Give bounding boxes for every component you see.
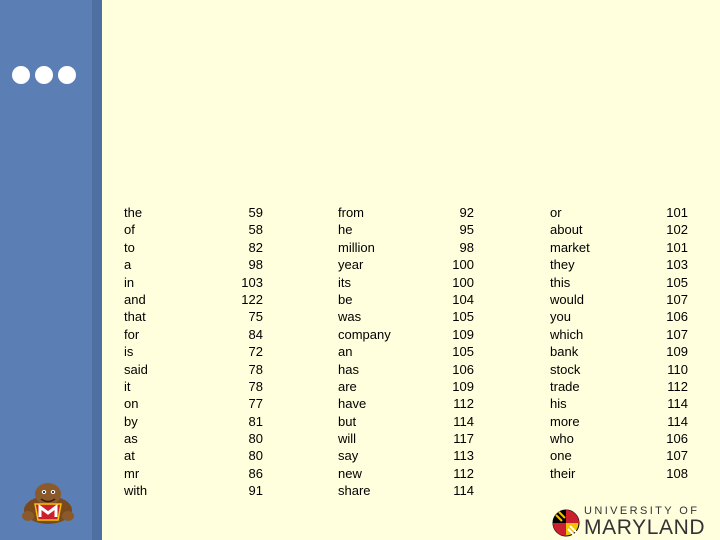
value-cell: 112 <box>453 396 474 412</box>
table-row <box>550 274 688 291</box>
word-cell: year <box>338 257 364 273</box>
value-cell: 106 <box>452 361 474 377</box>
table-row <box>550 413 688 430</box>
value-cell: 107 <box>666 448 688 464</box>
table-row <box>124 447 263 464</box>
table-row <box>550 256 688 273</box>
value-cell: 104 <box>452 291 474 307</box>
value-cell: 109 <box>666 344 688 360</box>
table-row <box>338 465 474 482</box>
value-cell: 112 <box>667 378 688 394</box>
value-cell: 98 <box>248 257 263 273</box>
sidebar <box>0 0 92 540</box>
table-row <box>338 204 474 221</box>
word-cell: about <box>550 222 583 238</box>
table-row <box>124 204 263 221</box>
table-row <box>550 465 688 482</box>
table-row <box>338 395 474 412</box>
value-cell: 113 <box>453 448 474 464</box>
value-cell: 75 <box>248 309 263 325</box>
table-row <box>124 413 263 430</box>
value-cell: 106 <box>666 309 688 325</box>
value-cell: 108 <box>666 465 688 481</box>
value-cell: 80 <box>248 448 263 464</box>
table-row <box>124 291 263 308</box>
value-cell: 77 <box>248 396 263 412</box>
word-cell: stock <box>550 361 581 377</box>
university-logo <box>552 505 720 540</box>
word-cell: or <box>550 205 562 220</box>
word-cell: share <box>338 483 371 499</box>
word-cell: more <box>550 413 580 429</box>
word-cell: this <box>550 274 571 290</box>
table-row <box>550 326 688 343</box>
table-row <box>550 204 688 221</box>
value-cell: 84 <box>248 326 263 342</box>
word-cell: to <box>124 239 135 255</box>
word-cell: from <box>338 205 364 220</box>
table-row <box>124 256 263 273</box>
table-row <box>338 239 474 256</box>
value-cell: 78 <box>248 361 263 377</box>
table-row <box>124 239 263 256</box>
terrapin-mascot-icon <box>20 480 76 528</box>
sidebar-edge <box>92 0 102 540</box>
decorative-dots <box>12 66 76 84</box>
word-cell: mr <box>124 465 140 481</box>
table-row <box>338 343 474 360</box>
table-row <box>124 326 263 343</box>
value-cell: 114 <box>453 483 474 499</box>
value-cell: 86 <box>248 465 263 481</box>
table-row <box>550 430 688 447</box>
word-cell: on <box>124 396 139 412</box>
value-cell: 101 <box>666 205 688 220</box>
value-cell: 117 <box>453 431 474 447</box>
word-cell: an <box>338 344 353 360</box>
value-cell: 92 <box>459 205 474 220</box>
word-cell: by <box>124 413 138 429</box>
word-cell: new <box>338 465 362 481</box>
word-cell: the <box>124 205 143 220</box>
logo-text-university-of: UNIVERSITY OF <box>584 505 700 517</box>
table-row <box>124 395 263 412</box>
word-cell: company <box>338 326 391 342</box>
word-cell: say <box>338 448 359 464</box>
word-cell: has <box>338 361 359 377</box>
value-cell: 100 <box>452 257 474 273</box>
value-cell: 105 <box>452 309 474 325</box>
word-cell: he <box>338 222 353 238</box>
word-cell: his <box>550 396 567 412</box>
word-cell: is <box>124 344 134 360</box>
value-cell: 107 <box>666 291 688 307</box>
value-cell: 110 <box>667 361 688 377</box>
value-cell: 102 <box>666 222 688 238</box>
word-cell: will <box>338 431 357 447</box>
value-cell: 82 <box>248 239 263 255</box>
value-cell: 106 <box>666 431 688 447</box>
word-cell: who <box>550 431 574 447</box>
dot-icon <box>35 66 53 84</box>
value-cell: 58 <box>248 222 263 238</box>
word-cell: it <box>124 378 131 394</box>
word-cell: but <box>338 413 357 429</box>
table-row <box>338 326 474 343</box>
word-column-3 <box>550 204 688 482</box>
value-cell: 80 <box>248 431 263 447</box>
table-row <box>550 343 688 360</box>
table-row <box>550 239 688 256</box>
word-cell: at <box>124 448 135 464</box>
table-row <box>550 308 688 325</box>
word-cell: be <box>338 291 353 307</box>
table-row <box>124 274 263 291</box>
word-column-2 <box>338 204 474 500</box>
table-row <box>124 308 263 325</box>
value-cell: 91 <box>248 483 263 499</box>
table-row <box>338 482 474 499</box>
value-cell: 78 <box>248 378 263 394</box>
table-row <box>124 465 263 482</box>
table-row <box>338 291 474 308</box>
table-row <box>338 413 474 430</box>
word-cell: their <box>550 465 576 481</box>
word-cell: trade <box>550 378 580 394</box>
word-cell: that <box>124 309 146 325</box>
word-cell: a <box>124 257 132 273</box>
table-row <box>550 447 688 464</box>
word-cell: was <box>338 309 362 325</box>
value-cell: 81 <box>248 413 263 429</box>
table-row <box>338 221 474 238</box>
table-row <box>550 361 688 378</box>
table-row <box>338 378 474 395</box>
dot-icon <box>58 66 76 84</box>
table-row <box>124 343 263 360</box>
value-cell: 95 <box>459 222 474 238</box>
dot-icon <box>12 66 30 84</box>
table-row <box>338 447 474 464</box>
value-cell: 105 <box>666 274 688 290</box>
table-row <box>338 256 474 273</box>
value-cell: 109 <box>452 326 474 342</box>
value-cell: 107 <box>666 326 688 342</box>
word-cell: with <box>124 483 148 499</box>
word-cell: million <box>338 239 375 255</box>
word-cell: are <box>338 378 357 394</box>
word-cell: and <box>124 291 146 307</box>
word-cell: said <box>124 361 148 377</box>
table-row <box>124 482 263 499</box>
word-cell: which <box>550 326 584 342</box>
table-row <box>550 221 688 238</box>
word-cell: would <box>550 291 584 307</box>
value-cell: 114 <box>453 413 474 429</box>
maryland-seal-icon <box>552 508 580 538</box>
word-cell: you <box>550 309 571 325</box>
word-cell: have <box>338 396 367 412</box>
value-cell: 103 <box>666 257 688 273</box>
table-row <box>124 378 263 395</box>
value-cell: 59 <box>248 205 263 220</box>
word-cell: of <box>124 222 135 238</box>
table-row <box>338 430 474 447</box>
word-cell: bank <box>550 344 579 360</box>
value-cell: 100 <box>452 274 474 290</box>
table-row <box>550 378 688 395</box>
value-cell: 109 <box>452 378 474 394</box>
table-row <box>124 361 263 378</box>
table-row <box>338 308 474 325</box>
word-cell: one <box>550 448 572 464</box>
word-cell: as <box>124 431 138 447</box>
value-cell: 112 <box>453 465 474 481</box>
table-row <box>550 395 688 412</box>
table-row <box>338 361 474 378</box>
word-column-1 <box>124 204 263 500</box>
value-cell: 105 <box>452 344 474 360</box>
table-row <box>124 430 263 447</box>
logo-text-maryland: MARYLAND <box>584 516 706 539</box>
table-row <box>550 291 688 308</box>
word-cell: for <box>124 326 140 342</box>
table-row <box>338 274 474 291</box>
value-cell: 114 <box>667 396 688 412</box>
word-cell: in <box>124 274 135 290</box>
value-cell: 122 <box>241 291 263 307</box>
value-cell: 98 <box>459 239 474 255</box>
value-cell: 114 <box>667 413 688 429</box>
word-cell: they <box>550 257 575 273</box>
value-cell: 101 <box>666 239 688 255</box>
value-cell: 72 <box>248 344 263 360</box>
word-cell: market <box>550 239 590 255</box>
value-cell: 103 <box>241 274 263 290</box>
table-row <box>124 221 263 238</box>
word-cell: its <box>338 274 351 290</box>
